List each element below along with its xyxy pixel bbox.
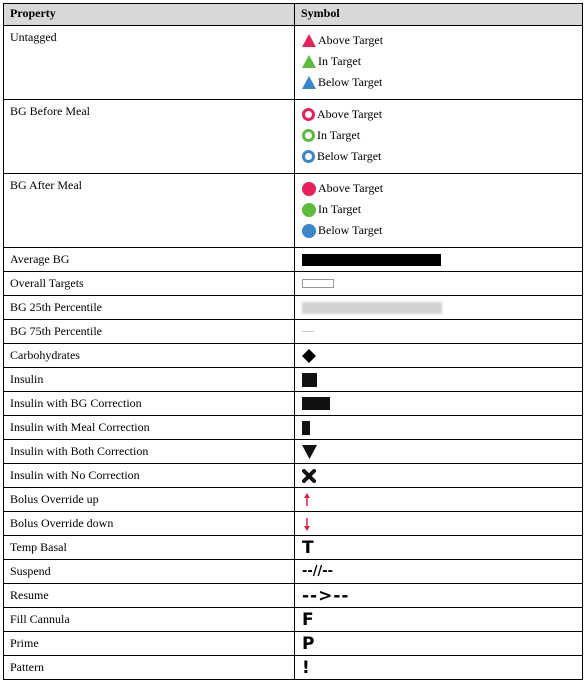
legend-label: Below Target: [318, 75, 383, 89]
property-cell: Pattern: [4, 656, 295, 680]
property-cell: Untagged: [4, 26, 295, 100]
property-cell: Insulin with Both Correction: [4, 440, 295, 464]
property-cell: Overall Targets: [4, 272, 295, 296]
property-cell: Insulin: [4, 368, 295, 392]
table-row-untagged: [4, 26, 583, 100]
dot-in-icon: [302, 203, 316, 217]
property-cell: Suspend: [4, 560, 295, 584]
symbol-cell: [295, 656, 583, 680]
table-row: [4, 560, 583, 584]
legend-label: In Target: [317, 128, 361, 142]
property-cell: Average BG: [4, 248, 295, 272]
symbol-cell: [295, 464, 583, 488]
ring-below-icon: [302, 150, 315, 163]
pattern-icon: !: [302, 657, 310, 678]
ring-above-icon: [302, 108, 315, 121]
average-bg-bar-icon: [302, 254, 441, 266]
table-row-bg-after-meal: [4, 174, 583, 248]
percentile-75-line-icon: [302, 331, 314, 332]
symbol-cell: [295, 368, 583, 392]
symbol-cell: [295, 536, 583, 560]
table-row: [4, 488, 583, 512]
table-row: [4, 632, 583, 656]
dot-above-icon: [302, 182, 316, 196]
legend-label: In Target: [318, 202, 362, 216]
legend-entry: [302, 30, 582, 51]
property-cell: Insulin with BG Correction: [4, 392, 295, 416]
legend-entry: [302, 104, 582, 125]
prime-icon: P: [302, 633, 315, 654]
property-cell: BG 75th Percentile: [4, 320, 295, 344]
legend-entry: [302, 220, 582, 241]
temp-basal-icon: T: [302, 537, 314, 558]
cross-icon: [302, 469, 316, 483]
property-cell: Carbohydrates: [4, 344, 295, 368]
property-cell: Insulin with No Correction: [4, 464, 295, 488]
property-cell: BG After Meal: [4, 174, 295, 248]
down-triangle-icon: [302, 445, 317, 459]
symbol-cell: [295, 248, 583, 272]
table-row: [4, 344, 583, 368]
legend-label: Above Target: [318, 181, 384, 195]
legend-entry: [302, 51, 582, 72]
property-cell: Resume: [4, 584, 295, 608]
symbol-cell: [295, 392, 583, 416]
symbol-cell: [295, 320, 583, 344]
legend-entry: [302, 199, 582, 220]
symbol-cell: [295, 272, 583, 296]
legend-label: Above Target: [317, 107, 383, 121]
insulin-meal-correction-rect-icon: [302, 421, 310, 435]
property-cell: Temp Basal: [4, 536, 295, 560]
legend-label: Below Target: [317, 149, 382, 163]
legend-label: Below Target: [318, 223, 383, 237]
arrow-up-icon: [303, 493, 311, 507]
property-cell: BG Before Meal: [4, 100, 295, 174]
table-row: [4, 320, 583, 344]
table-row-bg-before-meal: [4, 100, 583, 174]
symbol-cell: [295, 512, 583, 536]
overall-targets-box-icon: [302, 279, 334, 288]
triangle-above-icon: [302, 34, 316, 47]
table-row: [4, 368, 583, 392]
resume-icon: -->--: [302, 585, 350, 606]
symbol-cell: [295, 632, 583, 656]
symbol-cell: [295, 416, 583, 440]
property-cell: Bolus Override up: [4, 488, 295, 512]
percentile-25-band-icon: [302, 302, 442, 314]
symbol-cell: [295, 608, 583, 632]
property-cell: BG 25th Percentile: [4, 296, 295, 320]
legend-entry: [302, 72, 582, 93]
legend-table: [3, 3, 583, 680]
property-header: Property: [4, 4, 295, 26]
triangle-below-icon: [302, 76, 316, 89]
legend-entry: [302, 146, 582, 167]
table-row: [4, 248, 583, 272]
symbol-cell: [295, 100, 583, 174]
header-row: [4, 4, 583, 26]
symbol-cell: [295, 174, 583, 248]
table-row: [4, 512, 583, 536]
legend-label: Above Target: [318, 33, 384, 47]
symbol-cell: [295, 296, 583, 320]
table-row: [4, 392, 583, 416]
dot-below-icon: [302, 224, 316, 238]
symbol-cell: [295, 440, 583, 464]
symbol-cell: [295, 26, 583, 100]
table-row: [4, 536, 583, 560]
table-row: [4, 440, 583, 464]
insulin-bg-correction-rect-icon: [302, 397, 330, 410]
fill-cannula-icon: F: [302, 609, 314, 630]
symbol-header: Symbol: [295, 4, 583, 26]
symbol-cell: [295, 560, 583, 584]
symbol-cell: [295, 488, 583, 512]
suspend-icon: --//--: [302, 564, 334, 579]
property-cell: Bolus Override down: [4, 512, 295, 536]
arrow-down-icon: [303, 517, 311, 531]
symbol-cell: [295, 584, 583, 608]
symbol-cell: [295, 344, 583, 368]
legend-entry: [302, 178, 582, 199]
ring-in-icon: [302, 129, 315, 142]
table-row: [4, 416, 583, 440]
triangle-in-icon: [302, 55, 316, 68]
table-row: [4, 608, 583, 632]
table-row: [4, 272, 583, 296]
property-cell: Fill Cannula: [4, 608, 295, 632]
property-cell: Prime: [4, 632, 295, 656]
legend-label: In Target: [318, 54, 362, 68]
legend-entry: [302, 125, 582, 146]
insulin-square-icon: [302, 373, 317, 387]
table-row: [4, 464, 583, 488]
property-cell: Insulin with Meal Correction: [4, 416, 295, 440]
table-row: [4, 296, 583, 320]
table-row: [4, 584, 583, 608]
table-row: [4, 656, 583, 680]
diamond-icon: [302, 349, 316, 363]
